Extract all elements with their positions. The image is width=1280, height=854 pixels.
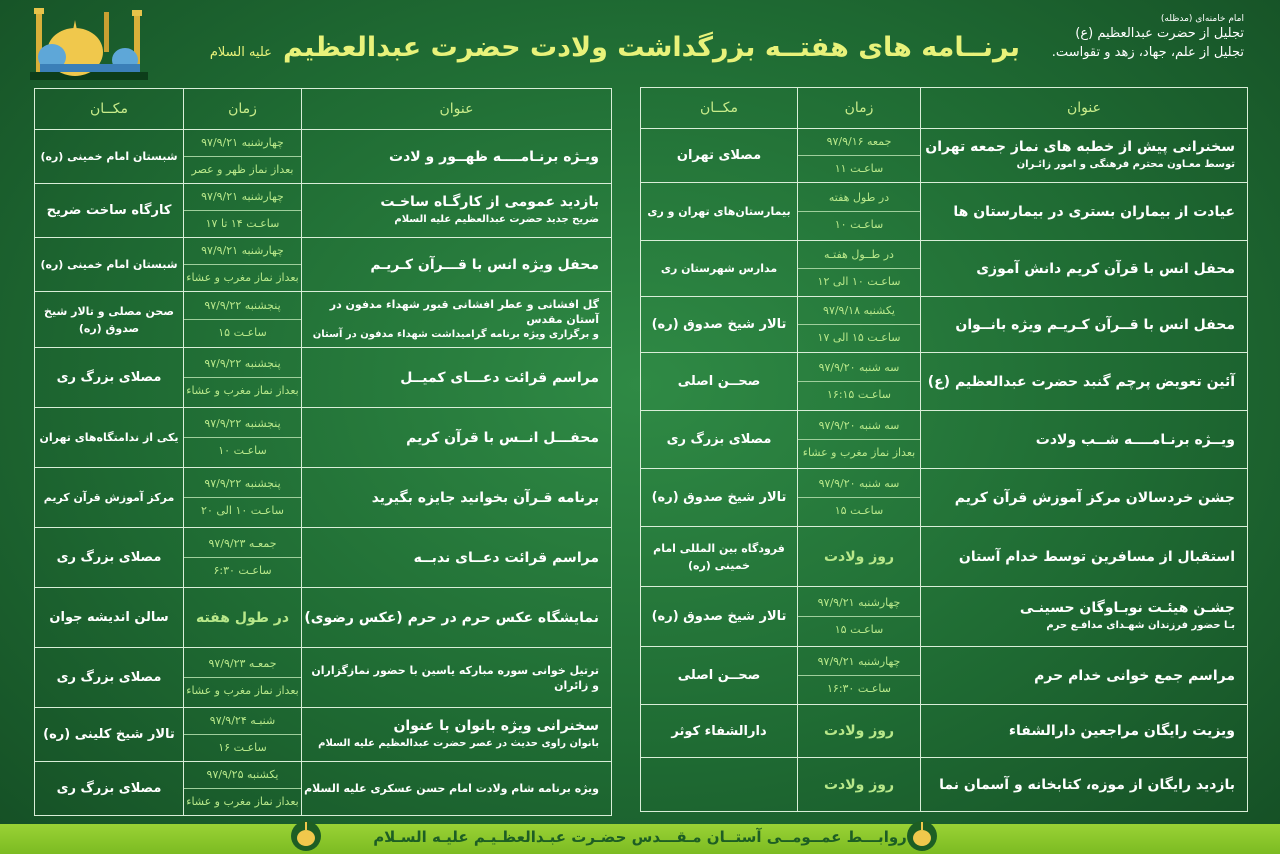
table-row (641, 705, 1248, 758)
event-title: ویـژه برنـامــــه ظهــور و لادت (389, 148, 599, 165)
event-time: ساعـت ۱۰ الی ۲۰ (201, 504, 284, 517)
event-date: چهارشنبه ۹۷/۹/۲۱ (798, 590, 920, 617)
event-time: در طول هفته (195, 609, 290, 626)
event-date: یکشنبه ۹۷/۹/۲۵ (184, 762, 301, 789)
event-place: مصلای بزرگ ری (641, 411, 798, 469)
event-title: برنامه قـرآن بخوانید جایزه بگیرید (371, 489, 599, 506)
quote-line-2: تجلیل از علم، جهاد، زهد و تقواست. (1051, 45, 1244, 60)
event-title-cell (921, 758, 1248, 812)
event-place: تالار شیخ صدوق (ره) (641, 469, 798, 527)
event-time-cell (184, 762, 302, 816)
event-place: دارالشفاء کوثر (641, 705, 798, 758)
table-row (641, 411, 1248, 469)
event-time-cell (798, 527, 921, 587)
event-title: آئین تعویض پرچم گنبد حضرت عبدالعظیم (ع) (927, 373, 1235, 390)
event-time: ساعـت ۱۰ (218, 444, 267, 457)
event-title-cell (302, 238, 612, 292)
event-title-cell (302, 292, 612, 348)
event-time-cell (798, 183, 921, 241)
event-time-cell (798, 353, 921, 411)
event-title-cell (921, 587, 1248, 647)
event-time-cell (798, 705, 921, 758)
event-date: سه شنبه ۹۷/۹/۲۰ (798, 413, 920, 440)
event-time-cell (798, 587, 921, 647)
event-time: بعداز نماز ظهر و عصر (191, 163, 294, 176)
event-title-cell (302, 408, 612, 468)
event-title-cell (302, 588, 612, 648)
event-time-cell (798, 469, 921, 527)
event-title-cell (921, 469, 1248, 527)
event-time-cell (184, 292, 302, 348)
event-time-cell (184, 588, 302, 648)
event-time: ساعـت ۶:۳۰ (213, 564, 272, 577)
event-title-cell (302, 468, 612, 528)
event-title-cell (921, 183, 1248, 241)
event-date: پنجشنبه ۹۷/۹/۲۲ (184, 351, 301, 378)
event-place (641, 758, 798, 812)
event-place: مرکز آموزش قرآن کریم (35, 468, 184, 528)
event-date: یکشنبه ۹۷/۹/۱۸ (798, 298, 920, 325)
event-place: کارگاه ساخت ضریح (35, 184, 184, 238)
event-place: صحــن اصلی (641, 353, 798, 411)
table-row (35, 762, 612, 816)
event-place: تالار شیخ کلینی (ره) (35, 708, 184, 762)
event-title-cell (921, 241, 1248, 297)
event-subtitle: بـا حضور فرزندان شهـدای مدافـع حرم (1046, 619, 1235, 631)
schedule-table-right (640, 87, 1248, 812)
event-place: صحن مصلی و تالار شیخ صدوق (ره) (35, 292, 184, 348)
event-title: مراسم جمع خوانی خدام حرم (1034, 667, 1235, 684)
event-title-cell (921, 705, 1248, 758)
page-title (209, 32, 1020, 63)
event-date: چهارشنبه ۹۷/۹/۲۱ (184, 130, 301, 157)
event-date: جمعه ۹۷/۹/۱۶ (798, 129, 920, 156)
event-title: عیادت از بیماران بستری در بیمارستان ها (953, 203, 1235, 220)
event-place: تالار شیخ صدوق (ره) (641, 297, 798, 353)
table-row (641, 647, 1248, 705)
table-row (35, 528, 612, 588)
event-date: جمعـه ۹۷/۹/۲۳ (184, 531, 301, 558)
event-title: گل افشانی و عطر افشانی قبور شهداء مدفون در آستان مقدس (329, 298, 599, 326)
table-row (35, 468, 612, 528)
event-date: در طول هفته (798, 185, 920, 212)
event-time-cell (798, 241, 921, 297)
event-title: بازدید عمومی از کارگـاه ساخـت (380, 193, 599, 210)
shrine-dome-icon (30, 2, 148, 80)
quote-author: امام خامنه‌ای (مدظله) (1160, 14, 1244, 24)
event-time-cell (798, 647, 921, 705)
event-time: ساعـت ۱۵ الی ۱۷ (817, 331, 901, 344)
event-place: شبستان امام خمینی (ره) (35, 130, 184, 184)
footer-bar (0, 824, 1280, 854)
event-time: ساعـت ۱۵ (834, 623, 884, 636)
event-time-cell (184, 468, 302, 528)
event-subtitle: ضریح جدید حضرت عبدالعظیم علیه السلام (394, 213, 599, 225)
event-title: ترتیل خوانی سوره مبارکه یاسین با حضور نمازگزاران و زائران (311, 663, 599, 692)
event-time: روز ولادت (823, 548, 895, 565)
event-date: پنجشنبه ۹۷/۹/۲۲ (184, 471, 301, 498)
table-row (641, 469, 1248, 527)
event-title: محفل انس با قرآن کریم دانش آموزی (976, 260, 1235, 277)
event-subtitle: بانوان راوی حدیث در عصر حضرت عبدالعظیم علیه السلام (318, 737, 599, 749)
event-time-cell (184, 130, 302, 184)
event-title: سخنرانی ویژه بانوان با عنوان (393, 717, 599, 734)
event-date: شنبـه ۹۷/۹/۲۴ (184, 708, 301, 735)
event-time: بعداز نماز مغرب و عشاء (186, 384, 299, 397)
event-place: مصلای بزرگ ری (35, 762, 184, 816)
table-row (35, 648, 612, 708)
event-title: ویــژه برنـامــــه شــب ولادت (1035, 431, 1235, 448)
table-row (35, 130, 612, 184)
table-row (35, 708, 612, 762)
event-time-cell (184, 348, 302, 408)
col-header-place: مکــان (35, 89, 184, 130)
col-header-time: زمان (798, 88, 921, 129)
title-suffix: علیه السلام (209, 45, 272, 60)
event-time-cell (184, 648, 302, 708)
event-date: چهارشنبه ۹۷/۹/۲۱ (184, 238, 301, 265)
event-time: ساعـت ۱۶ (218, 741, 267, 754)
event-date: چهارشنبه ۹۷/۹/۲۱ (798, 649, 920, 676)
event-place: مدارس شهرستان ری (641, 241, 798, 297)
table-row (35, 238, 612, 292)
event-time-cell (184, 238, 302, 292)
title-main: برنــامه های هفتــه بزرگداشت ولادت حضرت عبدالعظیم (283, 32, 1020, 63)
event-time: ساعـت ۱۰ الی ۱۲ (817, 275, 901, 288)
col-header-title: عنوان (302, 89, 612, 130)
table-row (641, 353, 1248, 411)
event-place: مصلای بزرگ ری (35, 348, 184, 408)
event-place: مصلای تهران (641, 129, 798, 183)
event-time: بعداز نماز مغرب و عشاء (186, 795, 299, 808)
event-title-cell (302, 762, 612, 816)
event-date: پنجشنبه ۹۷/۹/۲۲ (184, 293, 301, 320)
event-title: ویزیت رایگان مراجعین دارالشفاء (1008, 723, 1235, 739)
event-title-cell (302, 648, 612, 708)
event-time: ساعـت ۱۵ (834, 504, 884, 517)
event-time: روز ولادت (823, 723, 895, 739)
event-date: در طــول هفتـه (798, 242, 920, 269)
table-row (641, 297, 1248, 353)
event-time: بعداز نماز مغرب و عشاء (186, 271, 299, 284)
event-time-cell (184, 528, 302, 588)
event-place: صحــن اصلی (641, 647, 798, 705)
event-title-cell (302, 708, 612, 762)
event-time: ساعـت ۱۴ تا ۱۷ (205, 217, 280, 230)
event-place: فرودگاه بین المللی امام خمینی (ره) (641, 527, 798, 587)
event-date: جمعـه ۹۷/۹/۲۳ (184, 651, 301, 678)
event-place: مصلای بزرگ ری (35, 648, 184, 708)
event-time: روز ولادت (823, 776, 895, 793)
event-subtitle: و برگزاری ویژه برنامه گرامیداشت شهداء مدفون در آستان (312, 329, 599, 340)
event-title-cell (302, 348, 612, 408)
table-row (641, 129, 1248, 183)
event-title: محفل انس با قــرآن کـریـم ویژه بانــوان (955, 316, 1235, 333)
event-place: یکی از ندامتگاه‌های تهران (35, 408, 184, 468)
table-row (641, 241, 1248, 297)
event-title-cell (302, 130, 612, 184)
event-date: سه شنبه ۹۷/۹/۲۰ (798, 355, 920, 382)
event-time-cell (184, 408, 302, 468)
event-title-cell (921, 353, 1248, 411)
event-title: بازدید رایگان از موزه، کتابخانه و آسمان نما (939, 776, 1235, 793)
event-title: ویژه برنامه شام ولادت امام حسن عسکری علیه السلام (304, 782, 599, 795)
event-time: بعداز نماز مغرب و عشاء (802, 446, 916, 459)
col-header-title: عنوان (921, 88, 1248, 129)
table-row (35, 292, 612, 348)
event-title: جشن خردسالان مرکز آموزش قرآن کریم (954, 489, 1235, 506)
shrine-logo-icon (906, 816, 938, 852)
table-row (641, 587, 1248, 647)
event-time: ساعـت ۱۶:۱۵ (827, 388, 891, 401)
table-row (35, 588, 612, 648)
event-date: سه شنبه ۹۷/۹/۲۰ (798, 471, 920, 498)
event-title-cell (921, 647, 1248, 705)
event-place: شبستان امام خمینی (ره) (35, 238, 184, 292)
event-time-cell (798, 411, 921, 469)
table-row (641, 183, 1248, 241)
event-time: بعداز نماز مغرب و عشاء (186, 684, 299, 697)
footer-text: روابـــط عمــومــی آستــان مـقـــدس حضـرت عبـدالعظـیـم علیـه السـلام (373, 828, 907, 846)
event-title: محفـــل انــس با قرآن کریم (406, 429, 599, 446)
table-row (641, 758, 1248, 812)
event-time-cell (798, 129, 921, 183)
table-row (35, 348, 612, 408)
event-subtitle: توسط معـاون محترم فرهنگی و امور زائـران (1016, 158, 1235, 170)
event-title-cell (921, 411, 1248, 469)
event-time-cell (184, 708, 302, 762)
event-title: جشـن هیئـت نوبـاوگان حسینـی (1019, 599, 1235, 616)
event-title: سخنرانی پیش از خطبه های نماز جمعه تهران (925, 138, 1235, 155)
table-row (641, 527, 1248, 587)
event-place: سالن اندیشه جوان (35, 588, 184, 648)
event-place: تالار شیخ صدوق (ره) (641, 587, 798, 647)
schedule-table-left (34, 88, 612, 816)
event-title: مراسم قرائت دعـــای کمیــل (400, 369, 599, 386)
event-time: ساعـت ۱۱ (834, 162, 884, 175)
event-time-cell (184, 184, 302, 238)
col-header-place: مکــان (641, 88, 798, 129)
event-date: چهارشنبه ۹۷/۹/۲۱ (184, 184, 301, 211)
event-title-cell (302, 184, 612, 238)
event-place: بیمارستان‌های تهران و ری (641, 183, 798, 241)
event-title: محفل ویژه انس با قـــرآن کـریـم (370, 256, 599, 273)
leader-quote (1004, 14, 1244, 62)
table-row (35, 184, 612, 238)
event-time: ساعـت ۱۰ (834, 218, 884, 231)
col-header-time: زمان (184, 89, 302, 130)
event-title-cell (921, 527, 1248, 587)
event-title: مراسم قرائت دعــای ندبــه (413, 549, 599, 566)
event-time: ساعـت ۱۵ (218, 326, 267, 339)
event-title-cell (302, 528, 612, 588)
event-title: استقبال از مسافرین توسط خدام آستان (958, 548, 1235, 565)
event-title-cell (921, 129, 1248, 183)
event-time-cell (798, 297, 921, 353)
event-title-cell (921, 297, 1248, 353)
quote-line-1: تجلیل از حضرت عبدالعظیم (ع) (1075, 26, 1244, 41)
event-date: پنجشنبه ۹۷/۹/۲۲ (184, 411, 301, 438)
event-place: مصلای بزرگ ری (35, 528, 184, 588)
table-row (35, 408, 612, 468)
event-time: ساعـت ۱۶:۳۰ (827, 682, 891, 695)
event-time-cell (798, 758, 921, 812)
event-title: نمایشگاه عکس حرم در حرم (عکس رضوی) (304, 609, 599, 626)
